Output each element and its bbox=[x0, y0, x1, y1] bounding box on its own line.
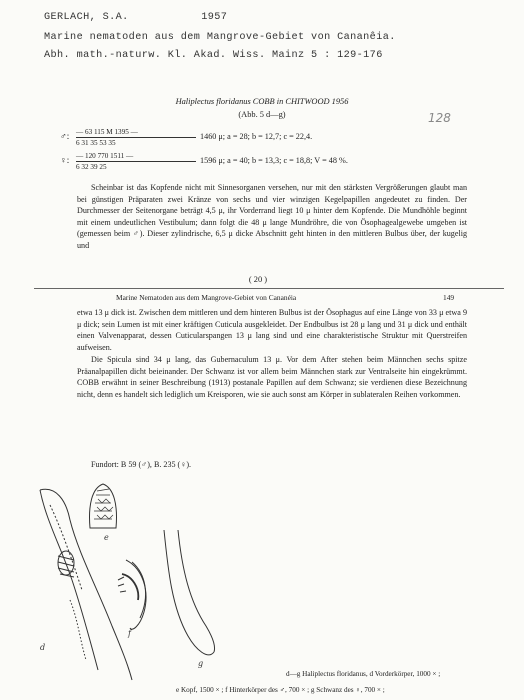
paragraph-3: Die Spicula sind 34 μ lang, das Gubernaculum 13 μ. Vor dem After stehen beim Männchen sechs spitze Präanalpapillen dicht beieinander. Der Schwanz ist vor allem beim Männchen stark zur Ventralseite hin eingekrümmt. COBB erwähnt in seiner Beschreibung (1913) postanale Papillen auf dem Schwanz; sie verdienen diese Bezeichnung nicht, denn es handelt sich lediglich um Kreisporen, wie sie auch sonst am Körper in sublateralen Reihen vorkommen. bbox=[77, 355, 467, 399]
female-formula-bar bbox=[76, 161, 196, 162]
typed-author-line bbox=[44, 12, 227, 23]
figure-e-drawing bbox=[90, 484, 117, 528]
typed-year: 1957 bbox=[201, 12, 228, 23]
male-formula-bottom: 6 31 35 53 35 bbox=[76, 139, 116, 147]
male-formula-bar bbox=[76, 137, 196, 138]
figure-reference: (Abb. 5 d—g) bbox=[238, 110, 286, 119]
female-formula-top: — 120 770 1511 — bbox=[76, 152, 134, 160]
figure-label-g: g bbox=[198, 659, 204, 668]
figure-f-drawing bbox=[126, 560, 146, 629]
figure-caption-1: d—g Haliplectus floridanus, d Vorderkörper, 1000 × ; bbox=[286, 670, 441, 678]
female-formula-result: 1596 μ; a = 40; b = 13,3; c = 18,8; V = 48 %. bbox=[200, 156, 348, 165]
figure-caption-2: e Kopf, 1500 × ; f Hinterkörper des ♂, 700 × ; g Schwanz des ♀, 700 × ; bbox=[176, 686, 385, 694]
figure-d-drawing bbox=[40, 490, 98, 670]
female-formula-bottom: 6 32 39 25 bbox=[76, 163, 107, 171]
figure-label-d: d bbox=[40, 643, 46, 652]
male-symbol: ♂: bbox=[60, 131, 70, 141]
typed-title-line: Marine nematoden aus dem Mangrove-Gebiet von Cananêia. bbox=[44, 32, 396, 43]
figure-label-f: f bbox=[128, 629, 131, 638]
handwritten-page-number: 128 bbox=[428, 111, 451, 125]
paragraph-2: etwa 13 μ dick ist. Zwischen dem mittleren und dem hinteren Bulbus ist der Ösophagus auf eine Länge von 33 μ etwa 9 μ dick; sein Lumen ist mit einer kräftigen Cuticula ausgekleidet. Der Endbulbus ist 28 μ lang und 31 μ dick und enthält einen Valvenapparat, dessen Cuticularspangen 13 μ lang sind und eine charakteristische Struktur mit Querstreifen aufweisen. bbox=[77, 308, 467, 352]
male-formula-top: — 63 115 M 1395 — bbox=[76, 128, 138, 136]
page-number-1: ( 20 ) bbox=[248, 275, 268, 284]
running-head: Marine Nematoden aus dem Mangrove-Gebiet von Cananéia bbox=[116, 293, 297, 302]
species-title: Haliplectus floridanus COBB in CHITWOOD 1956 bbox=[175, 97, 349, 106]
page-number-2: 149 bbox=[443, 293, 455, 302]
typed-author: GERLACH, S.A. bbox=[44, 12, 129, 23]
female-symbol: ♀: bbox=[60, 155, 70, 165]
male-formula-result: 1460 μ; a = 28; b = 12,7; c = 22,4. bbox=[200, 132, 313, 141]
paragraph-1: Scheinbar ist das Kopfende nicht mit Sinnesorganen versehen, nur mit den stärksten Vergrößerungen glaubt man bei günstigen Präparaten zwei Kränze von sechs und vier winzigen Kegelpapillen angedeutet zu finden. Der Durchmesser der Seitenorgane beträgt 4,5 μ, ihr Vorderrand liegt 10 μ hinter dem Kopfende. Die Mundhöhle beginnt mit einem undeutlichen Vestibulum; dann folgt die 48 μ lange Mundröhre, die von Ösophagealgewebe umgeben ist (gemessen beim ♂). Dieser zylindrische, 6,5 μ dicke Abschnitt geht hinten in den mittleren Bulbus über, der kugelig und bbox=[77, 183, 467, 250]
fundort: Fundort: B 59 (♂), B. 235 (♀). bbox=[91, 460, 192, 469]
typed-ref-line: Abh. math.-naturw. Kl. Akad. Wiss. Mainz 5 : 129-176 bbox=[44, 50, 383, 61]
figure-label-e: e bbox=[104, 533, 109, 542]
figure-g-drawing bbox=[164, 530, 214, 655]
page-divider bbox=[34, 288, 504, 289]
